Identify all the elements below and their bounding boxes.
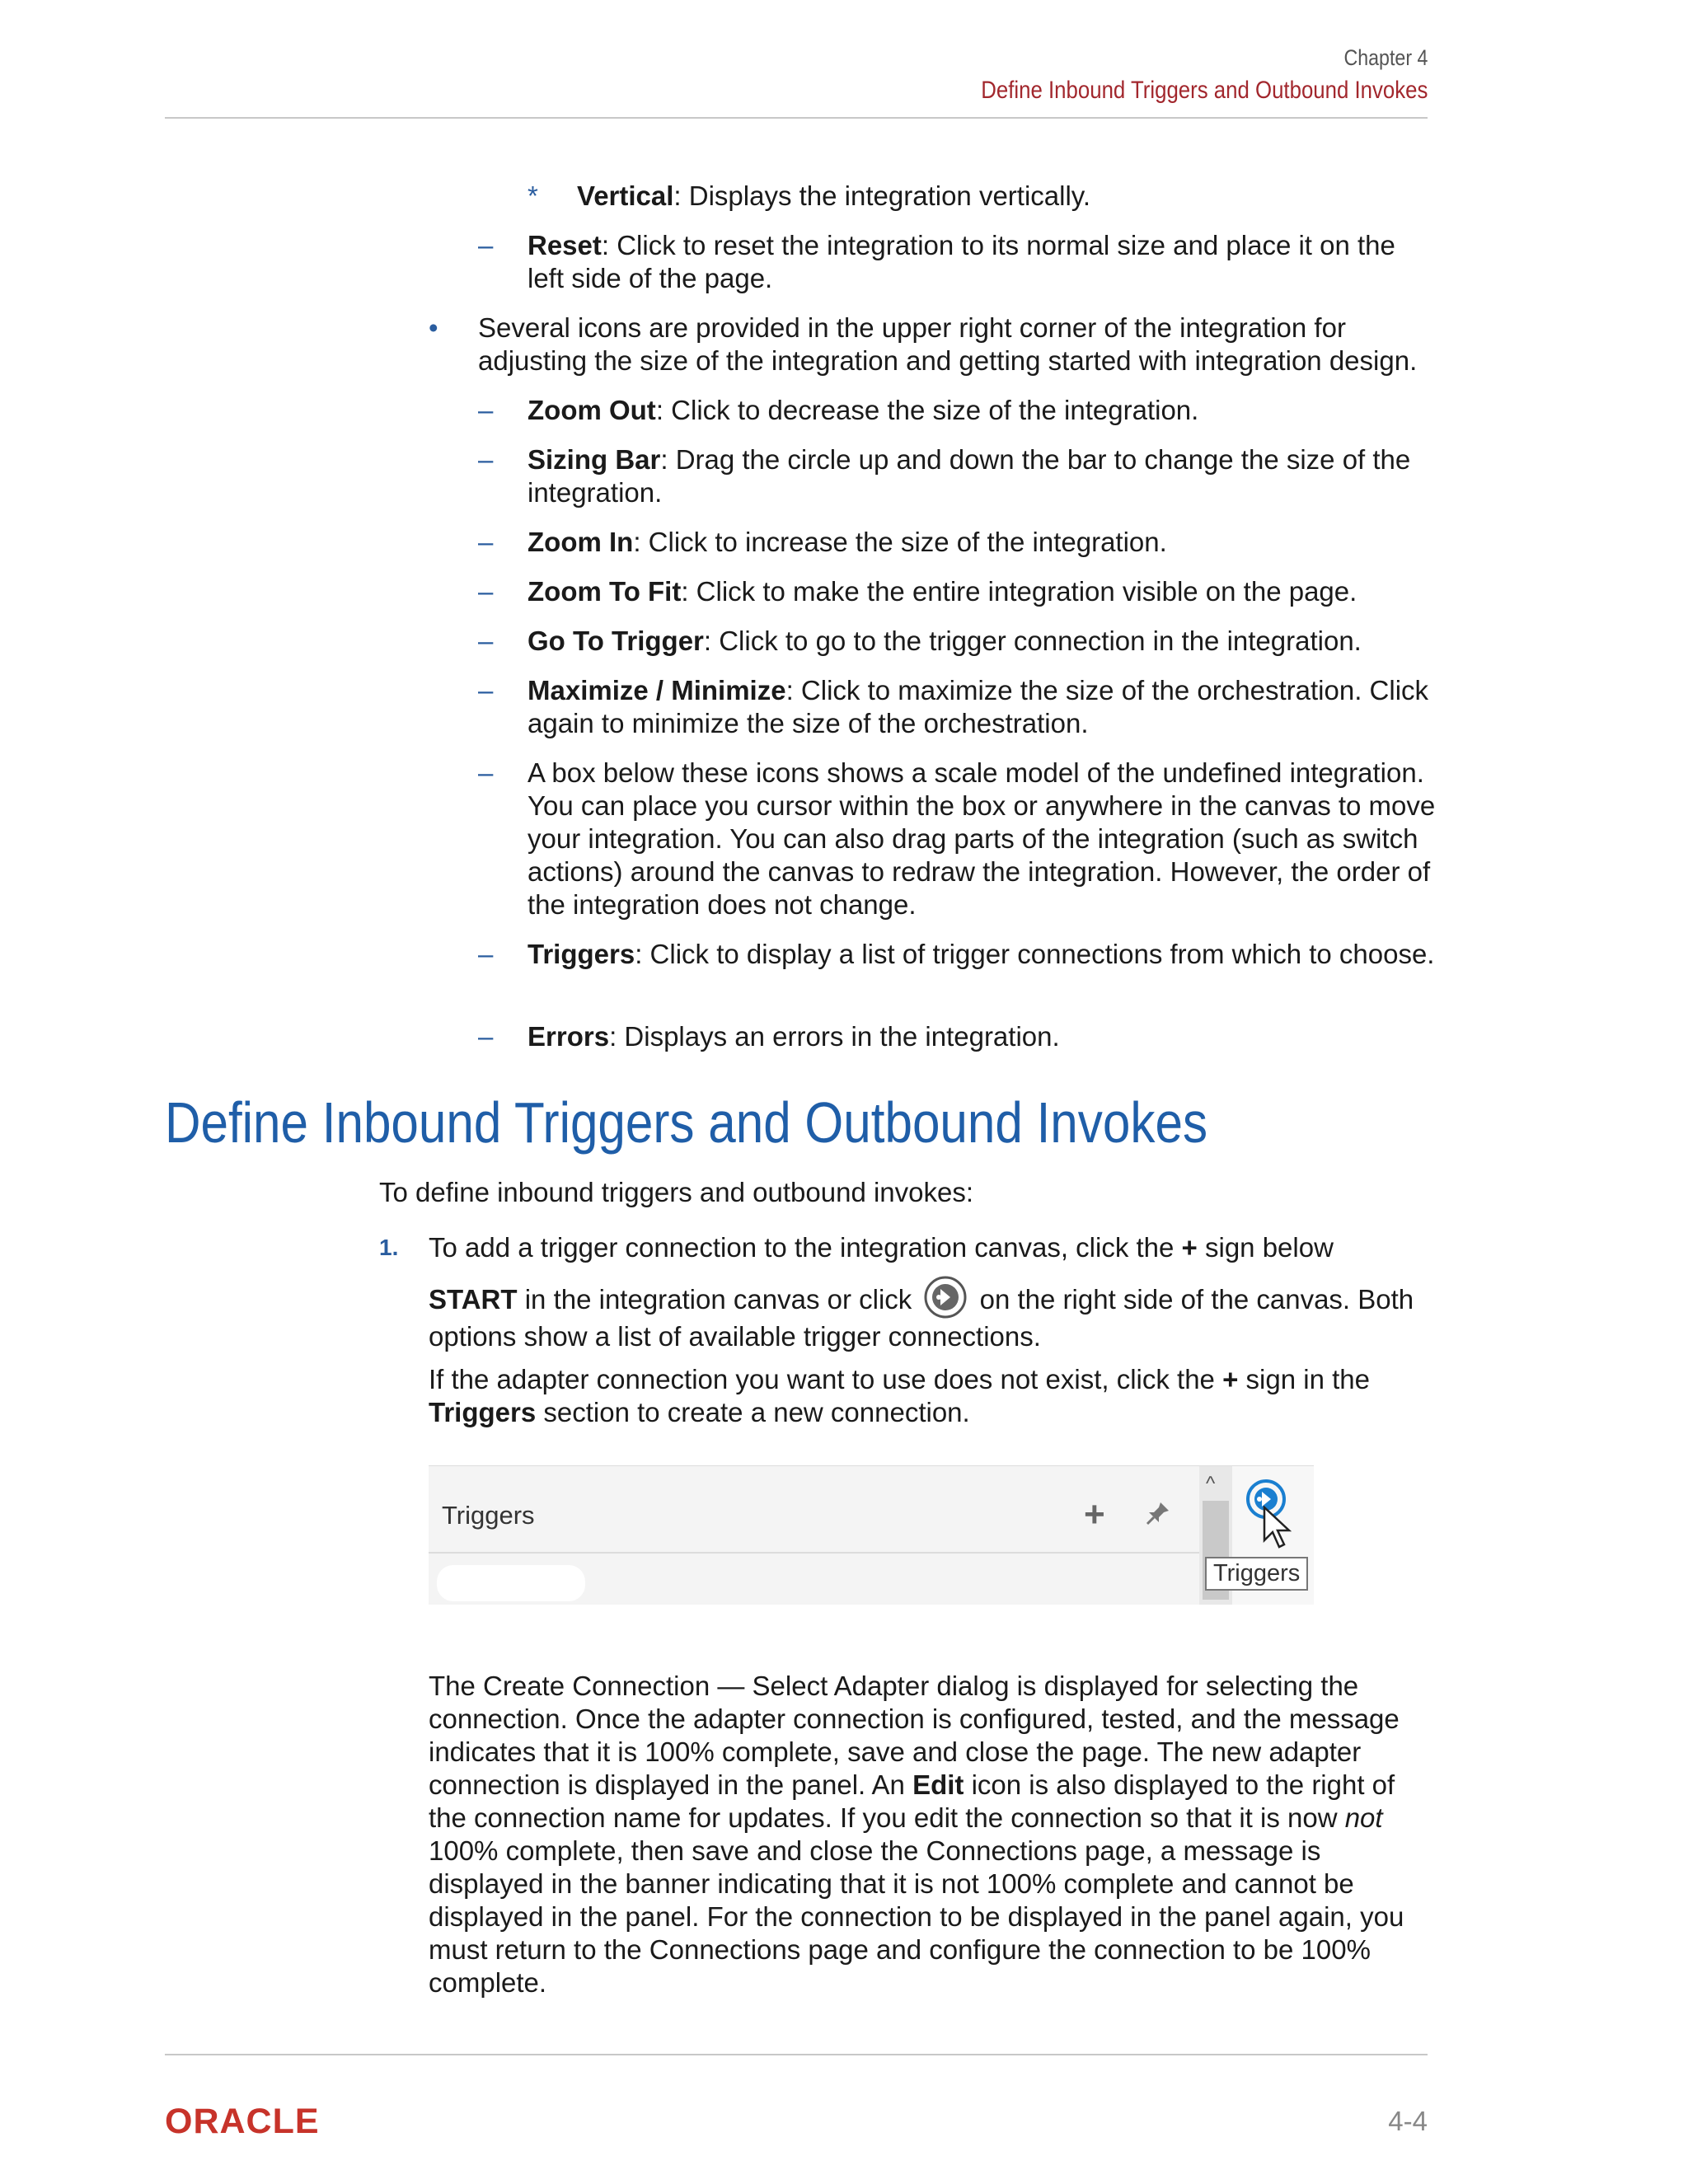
dash-marker: –	[478, 675, 494, 705]
step1-d: on the right side of the canvas. Both options show a list of available trigger connections.	[429, 1284, 1414, 1352]
desc-vertical: : Displays the integration vertically.	[673, 180, 1091, 211]
list-item-desc: : Drag the circle up and down the bar to change the size of the integration.	[528, 444, 1411, 508]
running-header	[908, 41, 1428, 107]
dash-marker: –	[478, 395, 494, 425]
footer-rule	[165, 2054, 1428, 2055]
list-item-desc: A box below these icons shows a scale model of the undefined integration. You can place you cursor within the box or anywhere in the canvas to move your integration. You can also drag parts of the integration (such as switch actions) around the canvas to redraw the integration. However, the order of the integration does not change.	[528, 757, 1436, 920]
dash-marker: –	[478, 626, 494, 656]
list-item-desc: : Click to maximize the size of the orchestration. Click again to minimize the size of the orchestration.	[528, 675, 1429, 738]
triggers-panel-title: Triggers	[442, 1501, 535, 1530]
pin-icon[interactable]	[1144, 1499, 1172, 1527]
step1-c: in the integration canvas or click	[517, 1284, 920, 1315]
header-rule	[165, 117, 1428, 119]
term-reset: Reset	[528, 230, 602, 260]
triggers-panel-screenshot	[429, 1465, 1314, 1605]
list-item-term: Maximize / Minimize	[528, 675, 786, 705]
p2-a: If the adapter connection you want to use does not exist, click the	[429, 1364, 1223, 1394]
edit-term: Edit	[912, 1769, 964, 1800]
list-item-term: Zoom To Fit	[528, 576, 682, 607]
triggers-tooltip: Triggers	[1205, 1557, 1308, 1591]
panel-divider	[429, 1552, 1199, 1554]
not-term: not	[1344, 1802, 1383, 1833]
list-item	[528, 938, 1451, 971]
list-item-desc: : Click to display a list of trigger connections from which to choose.	[635, 939, 1435, 969]
para-b: icon is also displayed to the right of the connection name for updates. If you edit the connection so that it is now	[429, 1769, 1395, 1833]
list-item-term: Zoom In	[528, 527, 634, 557]
add-trigger-button[interactable]: +	[1084, 1494, 1105, 1535]
list-item-desc: : Click to go to the trigger connection in the integration.	[703, 626, 1362, 656]
step-number: 1.	[379, 1235, 399, 1260]
list-item	[528, 757, 1451, 921]
section-label: Define Inbound Triggers and Outbound Invokes	[980, 77, 1428, 104]
step1-b: sign below	[1197, 1232, 1334, 1263]
oracle-logo: ORACLE	[165, 2102, 320, 2141]
plus-sign: +	[1181, 1232, 1198, 1263]
list-item-term: Sizing Bar	[528, 444, 661, 475]
list-item	[528, 394, 1451, 427]
dash-marker: –	[478, 444, 494, 475]
p2-b: sign in the	[1238, 1364, 1370, 1394]
list-item-desc: : Displays an errors in the integration.	[609, 1021, 1060, 1052]
step1-a: To add a trigger connection to the integration canvas, click the	[429, 1232, 1182, 1263]
list-item	[528, 526, 1451, 559]
list-item-icons: Several icons are provided in the upper right corner of the integration for adjusting the size of the integration and getting started with integration design.	[478, 312, 1418, 376]
p2-triggers: Triggers	[429, 1397, 537, 1427]
step-1-cont	[429, 1274, 1451, 1353]
list-item	[528, 625, 1451, 658]
bullet-marker: •	[429, 312, 438, 343]
p2-c: section to create a new connection.	[536, 1397, 970, 1427]
chapter-label: Chapter 4	[1343, 45, 1428, 70]
list-item-desc: : Click to increase the size of the integration.	[633, 527, 1167, 557]
step-1-text	[429, 1231, 1434, 1264]
term-vertical: Vertical	[577, 180, 674, 211]
p2-plus: +	[1222, 1364, 1239, 1394]
page-number: 4-4	[1388, 2106, 1428, 2136]
intro-text: To define inbound triggers and outbound invokes:	[379, 1177, 974, 1207]
list-item-vertical	[577, 180, 1434, 213]
list-item	[528, 1020, 1451, 1053]
start-label: START	[429, 1284, 518, 1315]
list-item-term: Errors	[528, 1021, 610, 1052]
list-item-desc: : Click to make the entire integration visible on the page.	[681, 576, 1357, 607]
dash-marker: –	[478, 1021, 494, 1052]
mouse-cursor-icon	[1261, 1506, 1294, 1552]
list-item	[528, 575, 1451, 608]
dash-marker: –	[478, 527, 494, 557]
list-item-term: Triggers	[528, 939, 635, 969]
triggers-panel	[429, 1466, 1199, 1605]
blurred-item	[437, 1565, 585, 1601]
list-item-reset	[528, 229, 1434, 295]
asterisk-marker: *	[528, 180, 538, 211]
list-item-term: Go To Trigger	[528, 626, 704, 656]
go-to-trigger-icon	[922, 1274, 968, 1320]
section-heading: Define Inbound Triggers and Outbound Invokes	[165, 1090, 1208, 1155]
desc-reset: : Click to reset the integration to its normal size and place it on the left side of the page.	[528, 230, 1395, 293]
para-a: The Create Connection — Select Adapter dialog is displayed for selecting the connection. Once the adapter connection is configured, tested, and the message indicates that it is 100% complete, save and close the page. The new adapter connection is displayed in the panel. An	[429, 1671, 1400, 1800]
list-item	[528, 674, 1451, 740]
dash-marker: –	[478, 230, 494, 260]
create-connection-paragraph	[429, 1670, 1434, 1999]
scroll-up-icon[interactable]: ^	[1206, 1473, 1216, 1495]
dash-marker: –	[478, 576, 494, 607]
para-c: 100% complete, then save and close the Connections page, a message is displayed in the banner indicating that it is not 100% complete and cannot be displayed in the panel. For the connection to be displayed in the panel again, you must return to the Connections page and configure the connection to be 100% complete.	[429, 1835, 1404, 1998]
list-item-term: Zoom Out	[528, 395, 656, 425]
list-item	[528, 443, 1451, 509]
step-1-para-2	[429, 1363, 1434, 1429]
dash-marker: –	[478, 939, 494, 969]
list-item-desc: : Click to decrease the size of the integration.	[655, 395, 1199, 425]
dash-marker: –	[478, 757, 494, 788]
